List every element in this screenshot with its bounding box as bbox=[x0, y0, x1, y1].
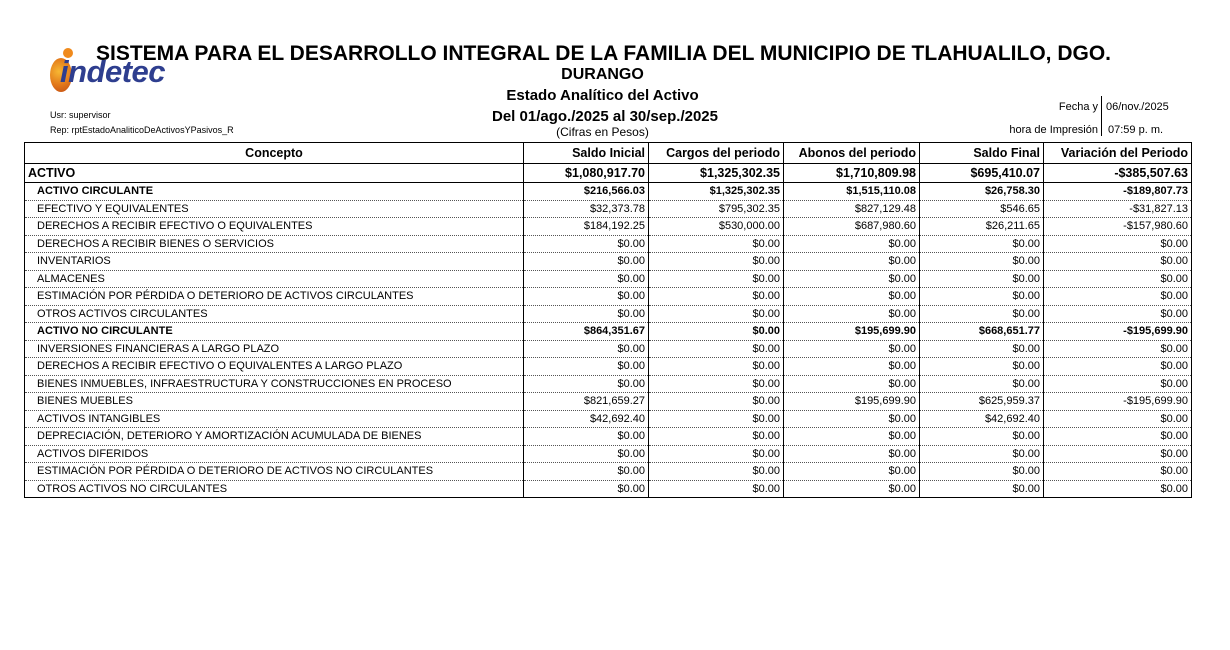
report-title: SISTEMA PARA EL DESARROLLO INTEGRAL DE LA FAMILIA DEL MUNICIPIO DE TLAHUALILO, DGO. bbox=[96, 42, 1112, 65]
cell-cargos: $0.00 bbox=[649, 253, 784, 271]
table-total-row bbox=[25, 164, 1192, 183]
report-units: (Cifras en Pesos) bbox=[556, 125, 649, 139]
report-name: Estado Analítico del Activo bbox=[506, 87, 699, 104]
cell-cargos: $0.00 bbox=[649, 340, 784, 358]
print-time-value: 07:59 p. m. bbox=[1108, 124, 1164, 136]
cell-abonos: $827,129.48 bbox=[784, 200, 920, 218]
cell-variacion: -$189,807.73 bbox=[1044, 183, 1192, 201]
cell-variacion: $0.00 bbox=[1044, 480, 1192, 498]
user-label: Usr: supervisor bbox=[50, 110, 111, 120]
cell-variacion: -$157,980.60 bbox=[1044, 218, 1192, 236]
cell-saldo-final: $0.00 bbox=[920, 428, 1044, 446]
cell-saldo-final: $42,692.40 bbox=[920, 410, 1044, 428]
cell-variacion: $0.00 bbox=[1044, 410, 1192, 428]
table-row bbox=[25, 305, 1192, 323]
cell-saldo-inicial: $0.00 bbox=[524, 445, 649, 463]
print-date-value: 06/nov./2025 bbox=[1106, 101, 1169, 113]
cell-saldo-inicial: $0.00 bbox=[524, 340, 649, 358]
cell-variacion: $0.00 bbox=[1044, 288, 1192, 306]
cell-concepto: ESTIMACIÓN POR PÉRDIDA O DETERIORO DE ACTIVOS CIRCULANTES bbox=[25, 288, 524, 306]
cell-concepto: ACTIVOS INTANGIBLES bbox=[25, 410, 524, 428]
table-row bbox=[25, 270, 1192, 288]
cell-cargos: $0.00 bbox=[649, 463, 784, 481]
cell-saldo-inicial: $1,080,917.70 bbox=[524, 164, 649, 183]
cell-concepto: DERECHOS A RECIBIR BIENES O SERVICIOS bbox=[25, 235, 524, 253]
cell-saldo-final: $26,758.30 bbox=[920, 183, 1044, 201]
column-header-abonos: Abonos del periodo bbox=[784, 143, 920, 164]
cell-abonos: $0.00 bbox=[784, 428, 920, 446]
cell-abonos: $195,699.90 bbox=[784, 393, 920, 411]
cell-saldo-inicial: $0.00 bbox=[524, 305, 649, 323]
table-row bbox=[25, 480, 1192, 498]
cell-saldo-final: $0.00 bbox=[920, 270, 1044, 288]
cell-abonos: $0.00 bbox=[784, 480, 920, 498]
cell-abonos: $0.00 bbox=[784, 358, 920, 376]
report-id-label: Rep: rptEstadoAnaliticoDeActivosYPasivos_R bbox=[50, 125, 234, 135]
cell-abonos: $0.00 bbox=[784, 288, 920, 306]
cell-variacion: -$195,699.90 bbox=[1044, 393, 1192, 411]
cell-saldo-final: $0.00 bbox=[920, 480, 1044, 498]
cell-saldo-final: $625,959.37 bbox=[920, 393, 1044, 411]
cell-cargos: $530,000.00 bbox=[649, 218, 784, 236]
table-row bbox=[25, 340, 1192, 358]
cell-saldo-final: $0.00 bbox=[920, 288, 1044, 306]
print-info-divider bbox=[1101, 96, 1102, 136]
cell-saldo-inicial: $0.00 bbox=[524, 375, 649, 393]
cell-variacion: $0.00 bbox=[1044, 428, 1192, 446]
cell-cargos: $0.00 bbox=[649, 305, 784, 323]
cell-abonos: $0.00 bbox=[784, 340, 920, 358]
report-subtitle: DURANGO bbox=[561, 66, 644, 83]
cell-cargos: $0.00 bbox=[649, 428, 784, 446]
cell-concepto: INVENTARIOS bbox=[25, 253, 524, 271]
cell-saldo-final: $0.00 bbox=[920, 305, 1044, 323]
cell-variacion: $0.00 bbox=[1044, 305, 1192, 323]
cell-cargos: $0.00 bbox=[649, 375, 784, 393]
cell-saldo-final: $0.00 bbox=[920, 445, 1044, 463]
cell-concepto: ACTIVO bbox=[25, 164, 524, 183]
table-row bbox=[25, 200, 1192, 218]
cell-saldo-inicial: $864,351.67 bbox=[524, 323, 649, 341]
cell-variacion: -$385,507.63 bbox=[1044, 164, 1192, 183]
cell-concepto: ESTIMACIÓN POR PÉRDIDA O DETERIORO DE ACTIVOS NO CIRCULANTES bbox=[25, 463, 524, 481]
cell-cargos: $0.00 bbox=[649, 445, 784, 463]
cell-variacion: $0.00 bbox=[1044, 235, 1192, 253]
report-period: Del 01/ago./2025 al 30/sep./2025 bbox=[492, 108, 718, 125]
asset-analysis-table bbox=[24, 142, 1192, 498]
table-row bbox=[25, 218, 1192, 236]
logo-text: indetec bbox=[60, 54, 166, 89]
cell-variacion: $0.00 bbox=[1044, 270, 1192, 288]
table-row bbox=[25, 375, 1192, 393]
cell-saldo-inicial: $42,692.40 bbox=[524, 410, 649, 428]
cell-saldo-final: $0.00 bbox=[920, 253, 1044, 271]
cell-abonos: $0.00 bbox=[784, 445, 920, 463]
cell-saldo-final: $0.00 bbox=[920, 358, 1044, 376]
column-header-saldo-final: Saldo Final bbox=[920, 143, 1044, 164]
table-row bbox=[25, 288, 1192, 306]
column-header-variacion: Variación del Periodo bbox=[1044, 143, 1192, 164]
cell-saldo-final: $668,651.77 bbox=[920, 323, 1044, 341]
cell-saldo-inicial: $0.00 bbox=[524, 288, 649, 306]
cell-saldo-inicial: $0.00 bbox=[524, 463, 649, 481]
cell-saldo-inicial: $216,566.03 bbox=[524, 183, 649, 201]
cell-concepto: ACTIVO NO CIRCULANTE bbox=[25, 323, 524, 341]
cell-saldo-final: $0.00 bbox=[920, 463, 1044, 481]
cell-concepto: OTROS ACTIVOS CIRCULANTES bbox=[25, 305, 524, 323]
table-row bbox=[25, 463, 1192, 481]
cell-variacion: $0.00 bbox=[1044, 375, 1192, 393]
cell-abonos: $0.00 bbox=[784, 270, 920, 288]
cell-abonos: $1,710,809.98 bbox=[784, 164, 920, 183]
cell-variacion: $0.00 bbox=[1044, 340, 1192, 358]
cell-variacion: $0.00 bbox=[1044, 358, 1192, 376]
cell-saldo-inicial: $184,192.25 bbox=[524, 218, 649, 236]
table-row bbox=[25, 410, 1192, 428]
table-row bbox=[25, 393, 1192, 411]
cell-concepto: DEPRECIACIÓN, DETERIORO Y AMORTIZACIÓN ACUMULADA DE BIENES bbox=[25, 428, 524, 446]
cell-abonos: $0.00 bbox=[784, 375, 920, 393]
table-row bbox=[25, 235, 1192, 253]
cell-variacion: $0.00 bbox=[1044, 463, 1192, 481]
cell-cargos: $1,325,302.35 bbox=[649, 183, 784, 201]
column-header-concepto: Concepto bbox=[25, 143, 524, 164]
cell-cargos: $0.00 bbox=[649, 393, 784, 411]
cell-abonos: $0.00 bbox=[784, 253, 920, 271]
cell-variacion: $0.00 bbox=[1044, 253, 1192, 271]
cell-cargos: $0.00 bbox=[649, 410, 784, 428]
cell-saldo-final: $695,410.07 bbox=[920, 164, 1044, 183]
cell-concepto: DERECHOS A RECIBIR EFECTIVO O EQUIVALENTES A LARGO PLAZO bbox=[25, 358, 524, 376]
cell-saldo-final: $0.00 bbox=[920, 375, 1044, 393]
cell-saldo-inicial: $0.00 bbox=[524, 235, 649, 253]
cell-saldo-final: $0.00 bbox=[920, 235, 1044, 253]
table-header-row bbox=[25, 143, 1192, 164]
cell-concepto: ACTIVO CIRCULANTE bbox=[25, 183, 524, 201]
cell-saldo-inicial: $0.00 bbox=[524, 253, 649, 271]
cell-abonos: $1,515,110.08 bbox=[784, 183, 920, 201]
print-date-label: Fecha y bbox=[1058, 101, 1098, 113]
cell-variacion: -$31,827.13 bbox=[1044, 200, 1192, 218]
column-header-saldo-inicial: Saldo Inicial bbox=[524, 143, 649, 164]
cell-cargos: $0.00 bbox=[649, 270, 784, 288]
column-header-cargos: Cargos del periodo bbox=[649, 143, 784, 164]
cell-cargos: $1,325,302.35 bbox=[649, 164, 784, 183]
cell-saldo-final: $546.65 bbox=[920, 200, 1044, 218]
cell-saldo-final: $26,211.65 bbox=[920, 218, 1044, 236]
cell-concepto: BIENES MUEBLES bbox=[25, 393, 524, 411]
cell-abonos: $0.00 bbox=[784, 463, 920, 481]
cell-saldo-inicial: $821,659.27 bbox=[524, 393, 649, 411]
table-row bbox=[25, 253, 1192, 271]
cell-saldo-inicial: $0.00 bbox=[524, 358, 649, 376]
cell-concepto: ALMACENES bbox=[25, 270, 524, 288]
table-group-row bbox=[25, 323, 1192, 341]
cell-cargos: $0.00 bbox=[649, 235, 784, 253]
cell-concepto: DERECHOS A RECIBIR EFECTIVO O EQUIVALENTES bbox=[25, 218, 524, 236]
cell-cargos: $0.00 bbox=[649, 358, 784, 376]
cell-concepto: OTROS ACTIVOS NO CIRCULANTES bbox=[25, 480, 524, 498]
cell-variacion: $0.00 bbox=[1044, 445, 1192, 463]
cell-saldo-inicial: $0.00 bbox=[524, 428, 649, 446]
cell-abonos: $687,980.60 bbox=[784, 218, 920, 236]
table-row bbox=[25, 358, 1192, 376]
cell-saldo-inicial: $0.00 bbox=[524, 270, 649, 288]
cell-abonos: $0.00 bbox=[784, 305, 920, 323]
cell-saldo-final: $0.00 bbox=[920, 340, 1044, 358]
cell-cargos: $0.00 bbox=[649, 480, 784, 498]
cell-cargos: $0.00 bbox=[649, 323, 784, 341]
table-row bbox=[25, 445, 1192, 463]
cell-abonos: $0.00 bbox=[784, 410, 920, 428]
cell-abonos: $0.00 bbox=[784, 235, 920, 253]
table-row bbox=[25, 428, 1192, 446]
table-group-row bbox=[25, 183, 1192, 201]
cell-concepto: EFECTIVO Y EQUIVALENTES bbox=[25, 200, 524, 218]
cell-cargos: $0.00 bbox=[649, 288, 784, 306]
cell-cargos: $795,302.35 bbox=[649, 200, 784, 218]
cell-concepto: INVERSIONES FINANCIERAS A LARGO PLAZO bbox=[25, 340, 524, 358]
cell-concepto: ACTIVOS DIFERIDOS bbox=[25, 445, 524, 463]
cell-variacion: -$195,699.90 bbox=[1044, 323, 1192, 341]
cell-saldo-inicial: $32,373.78 bbox=[524, 200, 649, 218]
cell-concepto: BIENES INMUEBLES, INFRAESTRUCTURA Y CONSTRUCCIONES EN PROCESO bbox=[25, 375, 524, 393]
cell-abonos: $195,699.90 bbox=[784, 323, 920, 341]
cell-saldo-inicial: $0.00 bbox=[524, 480, 649, 498]
print-time-label: hora de Impresión bbox=[1009, 124, 1098, 136]
